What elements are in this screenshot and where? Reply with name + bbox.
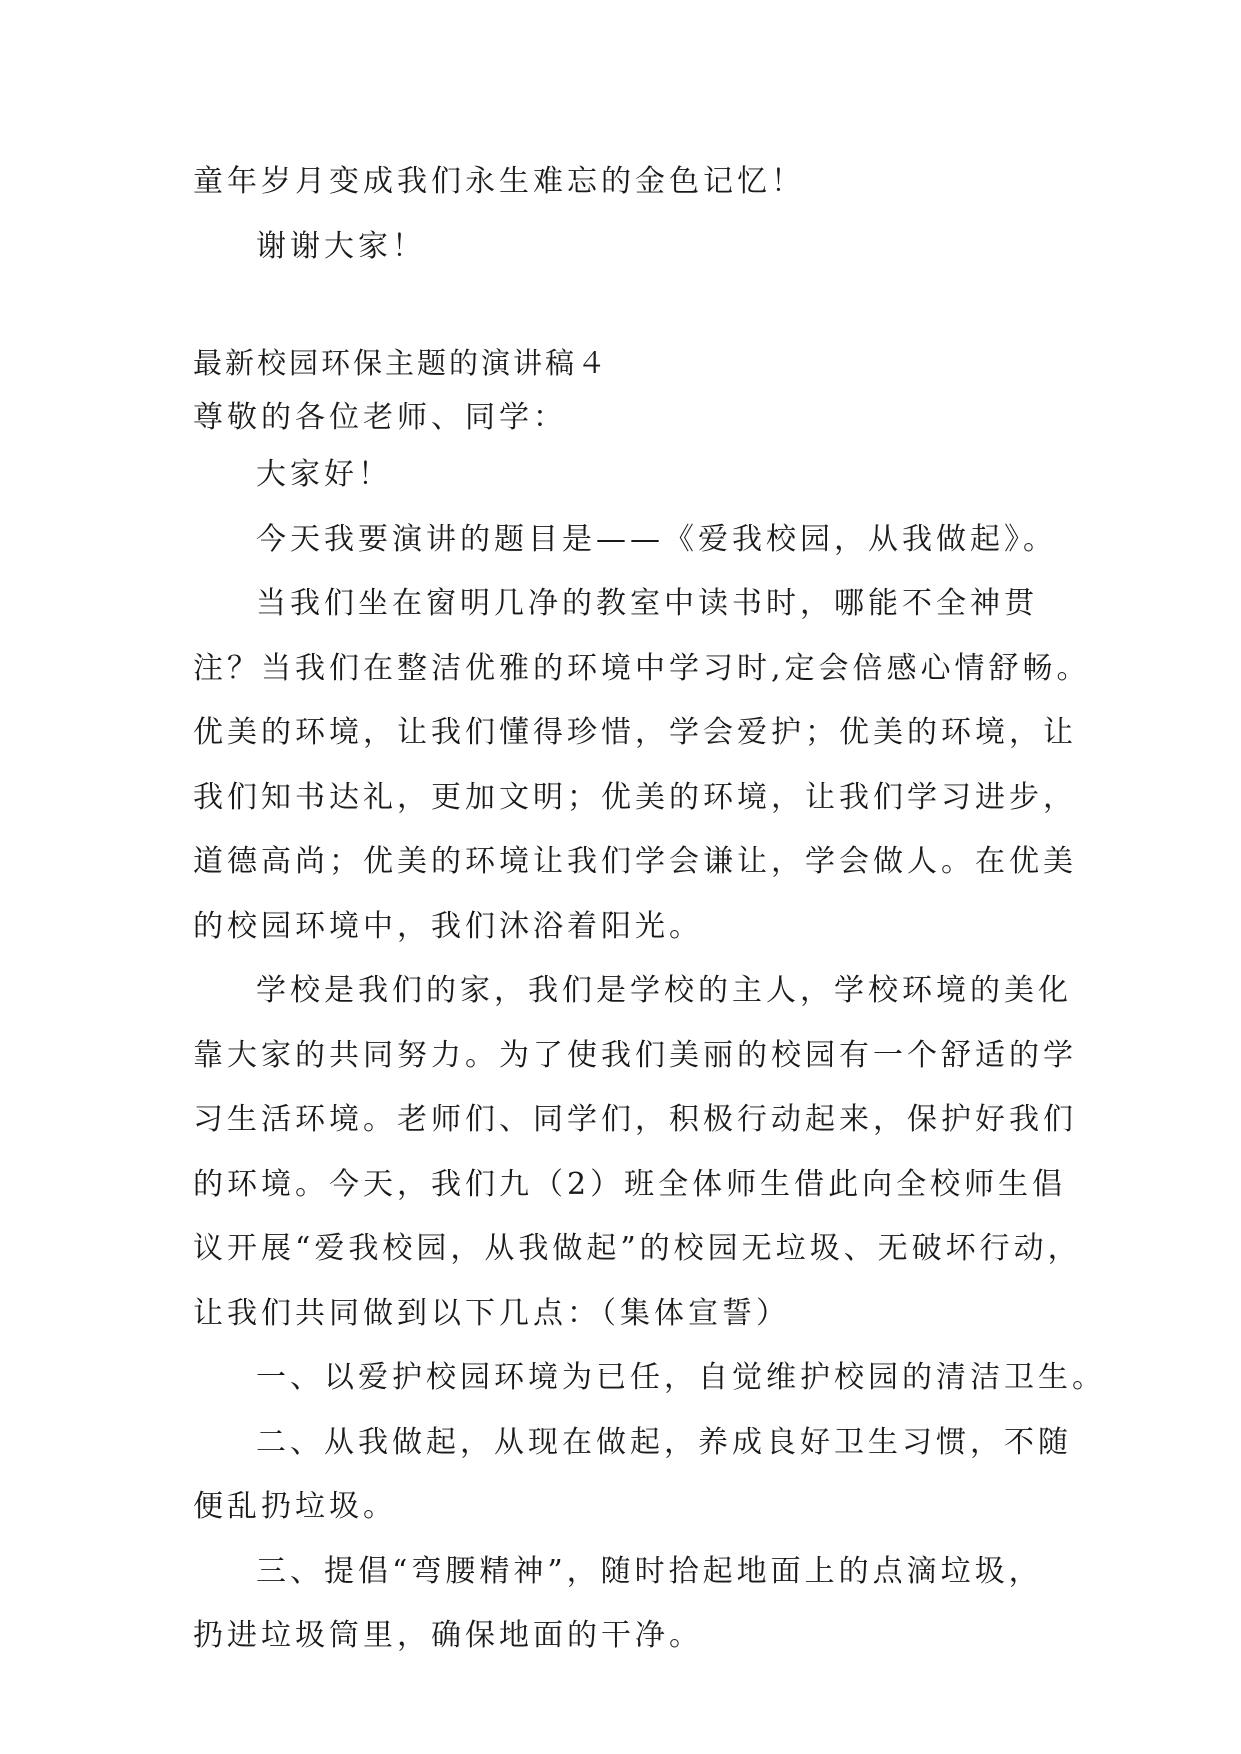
text-line: 道德高尚；优美的环境让我们学会谦让，学会做人。在优美 [193, 844, 1077, 879]
text-line: 注？当我们在整洁优雅的环境中学习时,定会倍感心情舒畅。 [193, 650, 1091, 686]
text-line: 二、从我做起，从现在做起，养成良好卫生习惯，不随 [256, 1424, 1072, 1460]
text-line: 今天我要演讲的题目是——《爱我校园，从我做起》。 [256, 521, 1057, 557]
text-line: 便乱扔垃圾。 [193, 1489, 397, 1524]
text-line: 三、提倡“弯腰精神”，随时拾起地面上的点滴垃圾， [256, 1553, 1043, 1589]
text-line: 优美的环境，让我们懂得珍惜，学会爱护；优美的环境，让 [193, 715, 1077, 750]
text-line: 大家好！ [256, 457, 392, 492]
section-heading: 最新校园环保主题的演讲稿４ [193, 346, 610, 380]
text-line: 一、以爱护校园环境为已任，自觉维护校园的清洁卫生。 [256, 1360, 1106, 1395]
closing-paragraph [193, 150, 1053, 279]
text-line: 习生活环境。老师们、同学们，积极行动起来，保护好我们 [193, 1102, 1077, 1137]
text-line: 靠大家的共同努力。为了使我们美丽的校园有一个舒适的学 [193, 1037, 1077, 1073]
salutation: 尊敬的各位老师、同学： [193, 400, 567, 435]
text-line: 谢谢大家！ [256, 228, 426, 264]
text-line: 当我们坐在窗明几净的教室中读书时，哪能不全神贯 [256, 586, 1038, 621]
text-line: 让我们共同做到以下几点：（集体宣誓） [193, 1295, 790, 1331]
text-line: 童年岁月变成我们永生难忘的金色记忆！ [193, 164, 805, 199]
text-line: 我们知书达礼，更加文明；优美的环境，让我们学习进步， [193, 779, 1077, 815]
text-line: 的校园环境中，我们沐浴着阳光。 [193, 908, 703, 944]
speech-body [193, 443, 1106, 1669]
text-line: 学校是我们的家，我们是学校的主人，学校环境的美化 [256, 973, 1072, 1008]
text-line: 的环境。今天，我们九（2）班全体师生借此向全校师生倡 [193, 1166, 1067, 1202]
text-line: 扔进垃圾筒里，确保地面的干净。 [193, 1618, 703, 1653]
text-line: 议开展“爱我校园，从我做起”的校园无垃圾、无破坏行动， [193, 1231, 1082, 1266]
